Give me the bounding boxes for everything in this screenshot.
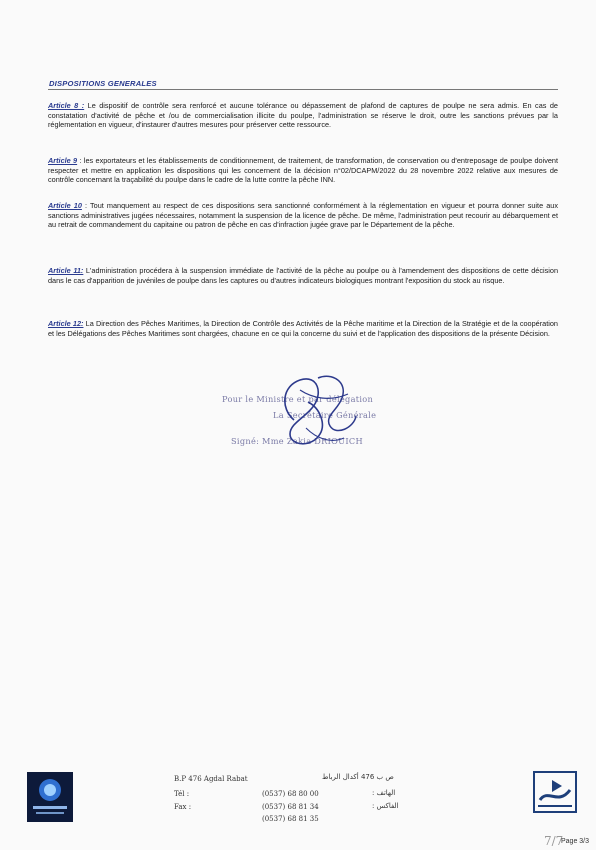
article-text: : les exportateurs et les établissements de conditionnement, de traitement, de transformation, de conservation ou d'entreposage de poulpe doivent respecter et mettre en application les dispositions qui les concernent de la décision n°02/DCAPM/2022 du 28 novembre 2022 relative aux mesures de contrôle concernant la traçabilité du poulpe dans le cadre de la lutte contre la pêche INN. (48, 156, 559, 185)
stamp-line-1: Pour le Ministre et par délégation (222, 394, 374, 404)
article-text: L'administration procédera à la suspension immédiate de l'activité de la pêche au poulpe ou à l'amendement des dispositions de cette décision dans le cas d'apparition de juvéniles de poulpe dans les captures ou d'autres indicateurs biologiques montrant l'exposition du stock au risque. (48, 266, 558, 285)
handwritten-signature (260, 368, 370, 458)
section-divider (48, 89, 558, 90)
tel-value: (0537) 68 80 00 (262, 790, 319, 798)
tel-label-ar: الهاتف : (372, 789, 396, 797)
tel-label: Tél : (174, 790, 190, 798)
article-text: La Direction des Pêches Maritimes, la Direction de Contrôle des Activités de la Pêche maritime et la Direction de la Stratégie et de la coopération et les Délégations des Pêches Maritimes sont chargées, chacune en ce qui la concerne du suivi et de l'application des dispositions de la présente Décision. (48, 319, 558, 338)
article-label: Article 10 (48, 201, 82, 210)
address-fr: B.P 476 Agdal Rabat (174, 775, 248, 783)
article-9 (48, 156, 558, 185)
ministry-logo-icon (27, 772, 73, 822)
article-label: Article 11: (48, 266, 84, 275)
stamp-line-2: La Secrétaire Générale (273, 410, 377, 420)
article-label: Article 12: (48, 319, 84, 328)
article-label: Article 8 : (48, 101, 85, 110)
article-8 (48, 101, 558, 130)
fax-value-1: (0537) 68 81 34 (262, 803, 319, 811)
article-text: : Tout manquement au respect de ces dispositions sera sanctionné conformément à la réglementation en vigueur et pourra donner suite aux sanctions administratives jugées nécessaires, notamment la suspension de la licence de pêche. De même, l'administration peut recourir au débarquement et au retrait de commandement du capitaine ou patron de pêche en cas d'infraction jugée grave par le Département de la pêche. (48, 201, 558, 230)
address-ar: ص ب 476 أكدال الرباط (322, 773, 394, 781)
fisheries-logo-icon (532, 770, 578, 814)
section-title: DISPOSITIONS GENERALES (49, 79, 157, 88)
article-10 (48, 201, 558, 230)
fax-label: Fax : (174, 803, 192, 811)
article-12 (48, 319, 558, 338)
article-text: Le dispositif de contrôle sera renforcé et aucune tolérance ou dépassement de plafond de captures de poulpe ne sera admis. En cas de constatation d'activité de pêche et /ou de commercialisation illicite du poulpe, l'administration se réserve le droit, outre les sanctions prévues par la réglementation en vigueur, d'instaurer d'autres mesures pour préserver cette ressource. (48, 101, 558, 130)
page-mark: 7/7 (544, 834, 564, 848)
page-number: Page 3/3 (561, 838, 590, 845)
fax-value-2: (0537) 68 81 35 (262, 815, 319, 823)
stamp-line-3: Signé: Mme Zakia DRIOUICH (231, 436, 363, 446)
article-11 (48, 266, 558, 285)
fax-label-ar: الفاكس : (372, 802, 399, 810)
article-label: Article 9 (48, 156, 78, 165)
